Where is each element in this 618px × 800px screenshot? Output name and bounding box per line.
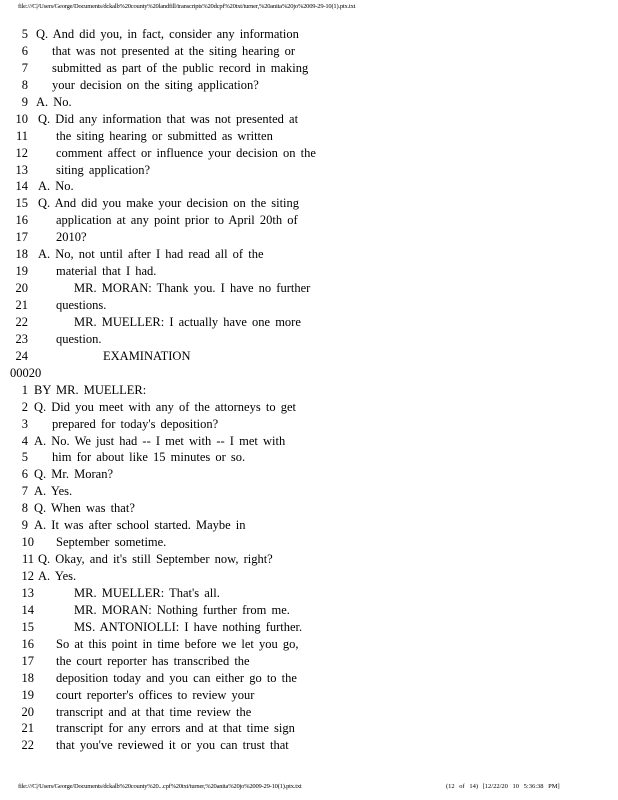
transcript-line xyxy=(0,60,618,77)
transcript-line xyxy=(0,737,618,754)
transcript-line xyxy=(0,500,618,517)
line-number: 1 xyxy=(21,382,28,397)
line-text: A. No. xyxy=(38,179,74,194)
line-number: 23 xyxy=(15,331,28,346)
line-text: comment affect or influence your decision on the xyxy=(56,145,316,160)
transcript-line xyxy=(0,195,618,212)
transcript-line xyxy=(0,263,618,280)
line-number: 21 xyxy=(15,298,28,312)
transcript-line xyxy=(0,720,618,737)
line-text: siting application? xyxy=(56,162,150,177)
line-text: A. No. We just had -- I met with -- I met with xyxy=(34,433,286,448)
line-number: 13 xyxy=(21,585,34,600)
section-heading: EXAMINATION xyxy=(103,348,191,363)
line-text: the court reporter has transcribed the xyxy=(56,653,250,668)
line-number: 7 xyxy=(21,484,28,499)
line-text: material that I had. xyxy=(56,264,157,279)
line-text: MR. MORAN: Thank you. I have no further xyxy=(74,281,311,296)
line-number: 8 xyxy=(21,77,28,92)
line-text: that was not presented at the siting hearing or xyxy=(52,43,296,58)
transcript-line xyxy=(0,466,618,483)
line-text: A. Yes. xyxy=(38,569,77,583)
line-text: Q. When was that? xyxy=(34,501,135,516)
line-text: question. xyxy=(56,331,102,346)
line-number: 6 xyxy=(21,467,28,482)
line-number: 19 xyxy=(15,264,28,279)
transcript-line xyxy=(0,636,618,653)
line-number: 16 xyxy=(15,213,28,228)
line-number: 17 xyxy=(21,653,34,668)
line-text: A. It was after school started. Maybe in xyxy=(34,518,246,533)
line-text: deposition today and you can either go to the xyxy=(56,670,297,685)
line-text: MR. MUELLER: I actually have one more xyxy=(74,314,301,329)
line-number: 7 xyxy=(21,60,28,75)
page-number: 00020 xyxy=(10,365,42,380)
file-path-footer: file:///C|/Users/George/Documents/dckalb%20county%20...cpf%20txt/turner,%20anita%20jo%2009-29-10(1).ptx.txt xyxy=(18,783,302,790)
transcript-line xyxy=(0,162,618,179)
line-number: 2 xyxy=(21,399,28,414)
line-number: 16 xyxy=(21,636,34,651)
line-number: 5 xyxy=(21,450,28,465)
line-text: prepared for today's deposition? xyxy=(52,416,219,431)
line-number: 6 xyxy=(21,43,28,58)
line-number: 24 xyxy=(15,348,28,363)
line-number: 12 xyxy=(15,145,28,160)
line-text: your decision on the siting application? xyxy=(52,77,259,92)
line-text: A. Yes. xyxy=(34,484,73,499)
line-number: 20 xyxy=(15,281,28,296)
line-number: 9 xyxy=(21,94,28,109)
file-path-header: file:///C|/Users/George/Documents/dckalb%20county%20landfill/transcripts%20dcpf%20txt/turner,%20anita%20jo%2009-29-10(1).ptx.txt xyxy=(18,3,356,10)
line-number: 15 xyxy=(21,619,34,634)
line-text: 2010? xyxy=(56,230,87,245)
transcript-line xyxy=(0,399,618,416)
line-number: 11 xyxy=(21,552,34,567)
line-text: BY MR. MUELLER: xyxy=(34,382,147,397)
transcript-line xyxy=(0,433,618,450)
transcript-line xyxy=(0,517,618,534)
line-text: Q. Did any information that was not presented at xyxy=(38,111,299,126)
transcript-line xyxy=(0,94,618,111)
line-number: 3 xyxy=(21,416,28,431)
line-number: 8 xyxy=(21,501,28,516)
line-number: 19 xyxy=(21,687,34,702)
line-number: 14 xyxy=(21,602,34,617)
line-text: Q. Did you meet with any of the attorneys to get xyxy=(34,399,296,414)
transcript-line xyxy=(0,653,618,670)
transcript-line xyxy=(0,246,618,263)
transcript-line xyxy=(0,551,618,568)
transcript-line xyxy=(0,331,618,348)
line-text: Q. And did you, in fact, consider any information xyxy=(36,27,299,41)
line-text: MS. ANTONIOLLI: I have nothing further. xyxy=(74,619,303,634)
transcript-line xyxy=(0,111,618,128)
line-text: him for about like 15 minutes or so. xyxy=(52,450,246,465)
line-number: 22 xyxy=(15,314,28,329)
page-info-footer: (12 of 14) [12/22/20 10 5:36:38 PM] xyxy=(446,783,560,790)
line-text: court reporter's offices to review your xyxy=(56,687,255,702)
transcript-line xyxy=(0,178,618,195)
line-text: the siting hearing or submitted as written xyxy=(56,128,273,143)
transcript-line xyxy=(0,212,618,229)
line-text: Q. Okay, and it's still September now, right? xyxy=(38,552,273,567)
transcript-line xyxy=(0,670,618,687)
transcript-line xyxy=(0,145,618,162)
transcript-line xyxy=(0,348,618,365)
line-text: questions. xyxy=(56,298,107,312)
line-text: So at this point in time before we let you go, xyxy=(56,636,299,651)
line-text: transcript for any errors and at that time sign xyxy=(56,721,295,736)
line-text: MR. MUELLER: That's all. xyxy=(74,585,220,600)
transcript-line xyxy=(0,229,618,246)
line-text: A. No, not until after I had read all of the xyxy=(38,247,264,262)
line-number: 21 xyxy=(21,721,34,736)
line-number: 10 xyxy=(21,535,34,550)
line-text: MR. MORAN: Nothing further from me. xyxy=(74,602,290,617)
line-number: 4 xyxy=(21,433,28,448)
transcript-line xyxy=(0,568,618,585)
line-number: 11 xyxy=(15,128,28,143)
line-number: 20 xyxy=(21,704,34,719)
line-number: 13 xyxy=(15,162,28,177)
transcript-line xyxy=(0,704,618,721)
transcript-line xyxy=(0,416,618,433)
transcript-line xyxy=(0,314,618,331)
line-number: 12 xyxy=(21,569,34,583)
transcript-line xyxy=(0,128,618,145)
line-number: 22 xyxy=(21,738,34,753)
line-text: application at any point prior to April 20th of xyxy=(56,213,298,228)
line-text: A. No. xyxy=(36,94,72,109)
line-text: September sometime. xyxy=(56,535,167,550)
line-number: 14 xyxy=(15,179,28,194)
line-text: that you've reviewed it or you can trust that xyxy=(56,738,289,753)
line-number: 10 xyxy=(15,111,28,126)
transcript-line xyxy=(0,26,618,43)
line-number: 18 xyxy=(15,247,28,262)
line-number: 5 xyxy=(21,27,28,41)
line-number: 9 xyxy=(21,518,28,533)
transcript-body xyxy=(0,26,618,754)
line-number: 17 xyxy=(15,230,28,245)
transcript-line xyxy=(0,602,618,619)
transcript-line xyxy=(0,449,618,466)
transcript-line xyxy=(0,297,618,314)
line-text: Q. And did you make your decision on the siting xyxy=(38,196,300,211)
line-text: submitted as part of the public record in making xyxy=(52,60,309,75)
transcript-line xyxy=(0,585,618,602)
line-number: 18 xyxy=(21,670,34,685)
transcript-line xyxy=(0,43,618,60)
transcript-line xyxy=(0,382,618,399)
transcript-line xyxy=(0,534,618,551)
line-text: transcript and at that time review the xyxy=(56,704,252,719)
transcript-line xyxy=(0,483,618,500)
page-number-line xyxy=(0,365,618,382)
line-number: 15 xyxy=(15,196,28,211)
transcript-line xyxy=(0,77,618,94)
transcript-line xyxy=(0,280,618,297)
transcript-line xyxy=(0,619,618,636)
transcript-line xyxy=(0,687,618,704)
line-text: Q. Mr. Moran? xyxy=(34,467,113,482)
